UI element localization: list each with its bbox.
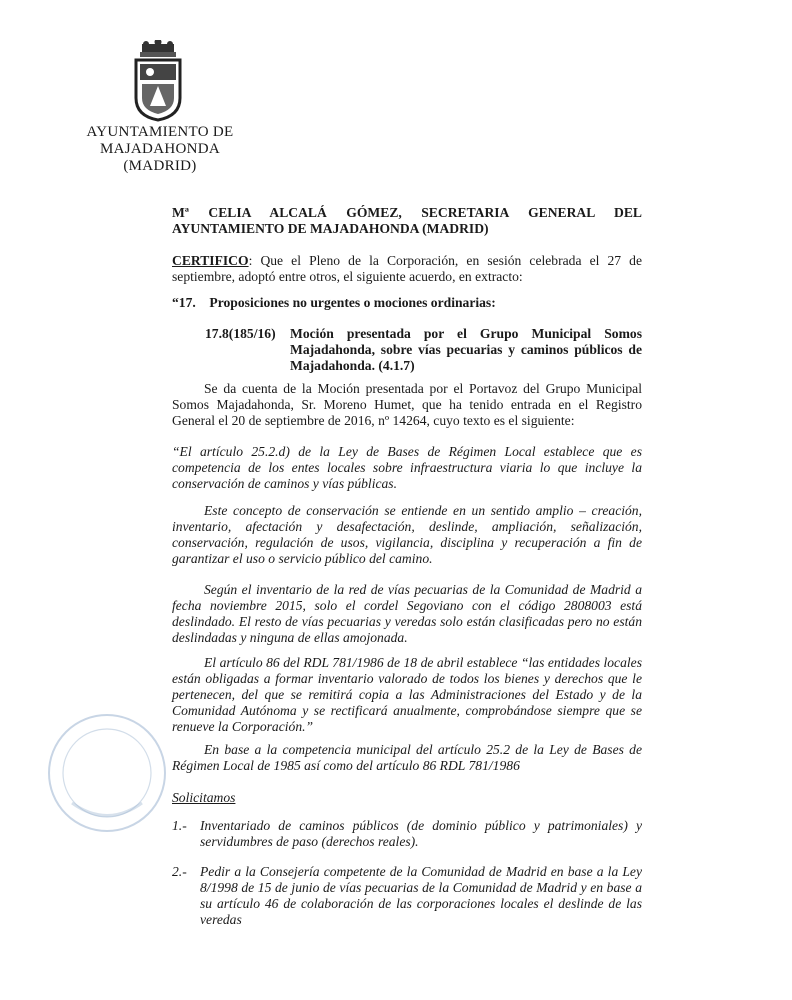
request-text: Pedir a la Consejería competente de la Comunidad de Madrid en base a la Ley 8/1998 de 15 de junio de vías pecuarias de la Comunidad de Madrid y en base a su artículo 46 de colaboración de las corporaciones locales el deslinde de las veredas <box>200 864 642 927</box>
certifico-text: : Que el Pleno de la Corporación, en sesión celebrada el 27 de septiembre, adoptó entre otros, el siguiente acuerdo, en extracto: <box>172 253 642 284</box>
quoted-paragraph: Este concepto de conservación se entiende en un sentido amplio – creación, inventario, afectación y desafectación, deslinde, ampliación, señalización, conservación, regulación de usos, vigilancia, disciplina y recuperación a fin de garantizar el uso o servicio público del camino. <box>172 503 642 566</box>
body-paragraph: Se da cuenta de la Moción presentada por el Portavoz del Grupo Municipal Somos Majadahonda, Sr. Moreno Humet, que ha tenido entrada en el Registro General el 20 de septiembre de 2016, nº 14264, cuyo texto es el siguiente: <box>172 381 642 428</box>
solicitamos-heading: Solicitamos <box>172 790 236 805</box>
quoted-paragraph: Según el inventario de la red de vías pecuarias de la Comunidad de Madrid a fecha noviembre 2015, solo el cordel Segoviano con el código 2808003 está deslindado. El resto de vías pecuarias y veredas solo están clasificadas pero no están deslindadas y ninguna de ellas amojonada. <box>172 582 642 645</box>
request-number: 2.- <box>172 864 187 879</box>
org-line-3: (MADRID) <box>123 158 197 174</box>
document-heading: Mª CELIA ALCALÁ GÓMEZ, SECRETARIA GENERAL DEL AYUNTAMIENTO DE MAJADAHONDA (MADRID) <box>172 205 642 236</box>
organization-name <box>70 124 250 175</box>
certifico-label: CERTIFICO <box>172 253 249 268</box>
quoted-paragraph: “El artículo 25.2.d) de la Ley de Bases de Régimen Local establece que es competencia de los entes locales sobre infraestructura viaria lo que incluye la conservación de caminos y vías públicas. <box>172 444 642 491</box>
org-line-1: AYUNTAMIENTO DE <box>86 124 234 140</box>
agenda-item-number: “17. <box>172 295 196 310</box>
official-stamp-icon <box>42 708 172 838</box>
agenda-item-17 <box>172 295 496 311</box>
quoted-paragraph: En base a la competencia municipal del artículo 25.2 de la Ley de Bases de Régimen Local de 1985 así como del artículo 86 RDL 781/1986 <box>172 742 642 773</box>
motion-number: 17.8(185/16) <box>205 326 276 341</box>
coat-of-arms-icon <box>130 40 186 122</box>
certification-paragraph <box>172 253 642 285</box>
org-line-2: MAJADAHONDA <box>100 141 220 157</box>
request-number: 1.- <box>172 818 187 833</box>
agenda-item-title: Proposiciones no urgentes o mociones ordinarias: <box>209 295 496 310</box>
request-text: Inventariado de caminos públicos (de dominio público y patrimoniales) y servidumbres de paso (derechos reales). <box>200 818 642 849</box>
quoted-paragraph: El artículo 86 del RDL 781/1986 de 18 de abril establece “las entidades locales están obligadas a formar inventario valorado de todos los bienes y derechos que le pertenecen, del que se remitirá copia a las Administraciones del Estado y de la Comunidad Autónoma y se rectificará anualmente, comprobándose siempre que se renueve la Corporación.” <box>172 655 642 734</box>
motion-title: Moción presentada por el Grupo Municipal Somos Majadahonda, sobre vías pecuarias y caminos públicos de Majadahonda. (4.1.7) <box>290 326 642 373</box>
